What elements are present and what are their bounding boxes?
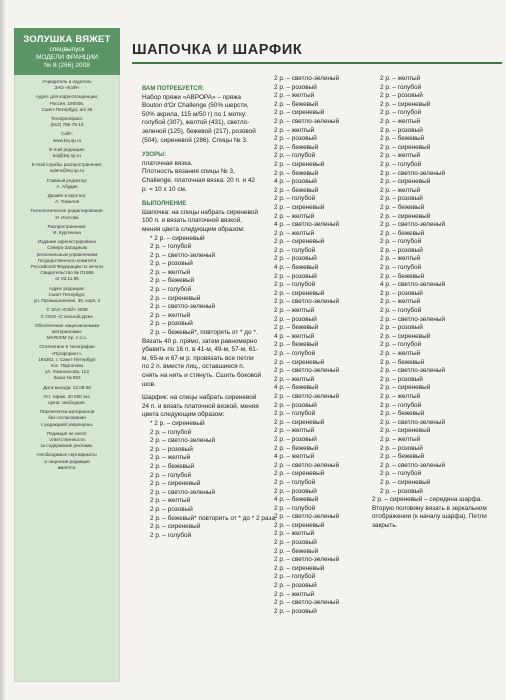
pattern-row: 2 р. – голубой bbox=[380, 238, 422, 246]
pattern-row: 2 р. – светло-зеленый bbox=[274, 513, 340, 521]
pattern-row: 2 р. – сиреневый bbox=[150, 523, 201, 531]
imprint-block: Технологическое редактирование: И. Изотова bbox=[30, 208, 104, 220]
pattern-row: 2 р. – розовый bbox=[380, 246, 423, 254]
pattern-row: 4 р. – светло-зеленый bbox=[274, 221, 340, 229]
pattern-row: 2 р. – голубой bbox=[150, 471, 192, 479]
imprint-block: Издание зарегистрировано Северо-Западным региональным управлением Государственного комитета Российской Федерации по печати Свидетельство № П1695 от 03.11.95 bbox=[31, 239, 103, 282]
pattern-row: 2 р. – сиреневый bbox=[380, 212, 431, 220]
pattern-row: 2 р. – розовый bbox=[274, 315, 317, 323]
pattern-row: * 2 р. – сиреневый bbox=[150, 419, 205, 427]
pattern-row: 2 р. – голубой bbox=[380, 401, 422, 409]
pattern-row: 2 р. – желтый bbox=[274, 427, 315, 435]
pattern-row: 2 р. – желтый bbox=[274, 212, 315, 220]
magazine-title: ЗОЛУШКА ВЯЖЕТ bbox=[23, 34, 111, 45]
imprint-block: Уст. тираж: 40 000 экз. Цена: свободная. bbox=[43, 393, 91, 405]
pattern-row: 2 р. – розовый bbox=[380, 126, 423, 134]
pattern-row: 2 р. – желтый bbox=[274, 229, 315, 237]
imprint-block: E-mail редакции: kej@kej.sp.ru bbox=[49, 146, 85, 159]
column-2 bbox=[266, 75, 378, 616]
pattern-row: 2 р. – розовый bbox=[274, 255, 317, 263]
pattern-row: 2 р. – голубой bbox=[274, 281, 316, 289]
pattern-row: 2 р. – сиреневый bbox=[380, 143, 431, 151]
pattern-row: 2 р. – желтый bbox=[150, 497, 191, 505]
scarf-ending: 2 р. – сиреневый – середина шарфа. Вторую половину вязать в зеркальном отображении (к началу шарфа). Петли закрыть. bbox=[372, 496, 487, 529]
pattern-row: 2 р. – голубой bbox=[380, 341, 422, 349]
pattern-row: 2 р. – голубой bbox=[274, 410, 316, 418]
pattern-row: * 2 р. – сиреневый bbox=[150, 234, 205, 242]
pattern-row: 2 р. – светло-зеленый bbox=[274, 392, 340, 400]
pattern-row: 2 р. – сиреневый bbox=[150, 480, 201, 488]
pattern-row: 2 р. – бежевый bbox=[380, 358, 425, 366]
pattern-row: 2 р. – бежевый bbox=[274, 444, 319, 452]
pattern-row: 2 р. – светло-зеленый bbox=[274, 117, 340, 125]
pattern-row: 4 р. – светло-зеленый bbox=[380, 281, 446, 289]
hat-row-list bbox=[142, 235, 262, 338]
pattern-row: 2 р. – желтый bbox=[380, 350, 421, 357]
hat-intro: Шапочка: на спицы набрать сиреневой 100 п. и вязать платочной вязкой, меняя цвета следующим образом: bbox=[142, 208, 258, 233]
pattern-row: 2 р. – желтый bbox=[150, 268, 191, 276]
pattern-row: 2 р. – розовый bbox=[274, 582, 317, 590]
pattern-row: 2 р. – голубой bbox=[150, 531, 192, 539]
pattern-row: 2 р. – желтый bbox=[380, 152, 421, 160]
pattern-row: 2 р. – желтый bbox=[274, 375, 315, 383]
imprint-block: Дизайн и верстка: А. Томилов bbox=[47, 193, 87, 205]
pattern-row: 2 р. – сиреневый bbox=[274, 160, 325, 168]
pattern-row: 2 р. – желтый bbox=[380, 186, 421, 194]
pattern-row: 2 р. – сиреневый bbox=[380, 478, 431, 486]
pattern-row: 2 р. – светло-зеленый bbox=[150, 303, 216, 311]
pattern-row: 2 р. – розовый bbox=[380, 487, 423, 495]
pattern-row: 2 р. – желтый bbox=[380, 435, 421, 443]
pattern-row: 2 р. – бежевый bbox=[380, 410, 425, 418]
pattern-row: 2 р. – желтый bbox=[150, 454, 191, 462]
pattern-row: 2 р. – светло-зеленый bbox=[274, 367, 340, 375]
pattern-row: 4 р. – бежевый bbox=[274, 264, 319, 272]
pattern-row: 2 р. – бежевый bbox=[150, 277, 195, 285]
pattern-row: 2 р. – розовый bbox=[274, 272, 317, 280]
pattern-row: 2 р. – сиреневый bbox=[274, 358, 325, 366]
pattern-row: 2 р. – розовый bbox=[150, 445, 193, 453]
pattern-row: 2 р. – бежевый bbox=[274, 341, 319, 349]
pattern-row: 2 р. – бежевый* повторить от * до * 2 раза, bbox=[150, 514, 277, 522]
scarf-row-list bbox=[142, 419, 277, 540]
pattern-row: 2 р. – голубой bbox=[274, 504, 316, 512]
hat-finish: Вязать 40 р. прямо, затем равномерно убавить по 16 п. в 41-м, 49-м, 57-м, 61-м, 65-м и 67-м р. провязать все петли по 2 п. вместе лиц., оставшиеся п. снять на нить и стянуть. Сшить боковой шов. bbox=[142, 337, 262, 388]
pattern-row: 2 р. – розовый bbox=[274, 401, 317, 409]
scarf-intro: Шарфик: на спицы набрать сиреневой 24 п. и вязать платочной вязкой, меняя цвета следующим образом: bbox=[142, 394, 259, 419]
pattern-row: 2 р. – розовый bbox=[274, 83, 317, 91]
pattern-row: 2 р. – розовый bbox=[380, 92, 423, 100]
pattern-row: 2 р. – сиреневый bbox=[274, 418, 325, 426]
pattern-row: 2 р. – розовый bbox=[274, 607, 317, 615]
pattern-row: 2 р. – голубой bbox=[274, 478, 316, 486]
pattern-row: 2 р. – розовый bbox=[150, 320, 193, 328]
imprint-block: Отпечатано в типографии «Профпринт». 194362, г. Санкт-Петербург пос. Парголово ул. Ломоносова, 113 Заказ № 863 bbox=[38, 344, 96, 381]
pattern-row: 2 р. – сиреневый bbox=[274, 109, 325, 117]
pattern-row: 2 р. – желтый bbox=[380, 255, 421, 263]
pattern-row: 2 р. – сиреневый bbox=[380, 427, 431, 435]
column-1 bbox=[142, 75, 277, 540]
pattern-row: 2 р. – желтый bbox=[380, 392, 421, 400]
title-rule bbox=[132, 62, 502, 64]
pattern-row: 2 р. – бежевый bbox=[150, 462, 195, 470]
pattern-row: 2 р. – желтый bbox=[274, 590, 315, 598]
pattern-row: 2 р. – желтый bbox=[274, 307, 315, 315]
imprint-block: Адрес для корреспонденции: Россия, 190005, Санкт-Петербург, а/я 36 bbox=[35, 94, 99, 112]
pattern-row: 2 р. – голубой bbox=[380, 470, 422, 478]
imprint-block: Дата выхода: 22.08.08 bbox=[43, 384, 91, 390]
pattern-row: 2 р. – голубой bbox=[380, 160, 422, 168]
pattern-row: 2 р. – желтый bbox=[380, 117, 421, 125]
pattern-row: 2 р. – светло-зеленый bbox=[274, 599, 340, 607]
pattern-row: 2 р. – бежевый bbox=[380, 135, 425, 143]
pattern-row: 2 р. – розовый bbox=[380, 375, 423, 383]
pattern-row: 2 р. – светло-зеленый bbox=[380, 169, 446, 177]
pattern-row: 2 р. – светло-зеленый bbox=[274, 556, 340, 564]
pattern-row: 2 р. – сиреневый bbox=[274, 470, 325, 478]
pattern-row: 4 р. – желтый bbox=[274, 332, 315, 340]
pattern-row: 2 р. – желтый bbox=[380, 75, 421, 82]
materials-text: Набор пряжи «АВРОРА» – пряжа Bouton d'Or Challenge (50% шерсти, 50% акрила, 115 м/50 г) по 1 мотку: голубой (307), желтой (431), светло-зеленой (125), бежевой (217), розовой (504), сиреневой (286). Спицы № 3. bbox=[142, 93, 256, 144]
pattern-row: 2 р. – бежевый*, повторять от * до *. bbox=[150, 329, 258, 337]
imprint-block: Телефон/факс: (812) 786-75-13 bbox=[50, 116, 84, 128]
pattern-row: 2 р. – сиреневый bbox=[274, 564, 325, 572]
pattern-row: 2 р. – желтый bbox=[274, 530, 315, 538]
issue-subtitle: спецвыпуск МОДЕЛИ ФРАНЦИИ № 8 (266) 2008 bbox=[36, 46, 98, 69]
imprint-block: E-mail службы распространения: salers@kej.sp.ru bbox=[31, 162, 103, 174]
imprint-sidebar bbox=[14, 28, 120, 682]
pattern-row: 2 р. – розовый bbox=[274, 435, 317, 443]
pattern-row: 2 р. – голубой bbox=[380, 307, 422, 315]
pattern-row: 2 р. – голубой bbox=[274, 350, 316, 357]
pattern-row: 2 р. – голубой bbox=[274, 195, 316, 203]
pattern-row: 2 р. – сиреневый bbox=[380, 100, 431, 108]
pattern-row: 2 р. – бежевый bbox=[380, 272, 425, 280]
pattern-row: 2 р. – светло-зеленый bbox=[380, 461, 446, 469]
pattern-row: 2 р. – бежевый bbox=[274, 186, 319, 194]
pattern-row: 2 р. – светло-зеленый bbox=[380, 418, 446, 426]
pattern-row: 2 р. – светло-зеленый bbox=[274, 298, 340, 306]
sidebar-header bbox=[14, 28, 120, 75]
pattern-row: 2 р. – бежевый bbox=[380, 229, 425, 237]
column-3-row-list bbox=[372, 75, 487, 496]
imprint-block: Редакция не несет ответственности за содержание рекламы. bbox=[40, 430, 94, 449]
pattern-row: 2 р. – голубой bbox=[274, 152, 316, 160]
imprint-block: Сайт: www.kej.sp.ru bbox=[52, 131, 82, 143]
pattern-row: 2 р. – желтый bbox=[274, 92, 315, 100]
pattern-row: 2 р. – сиреневый bbox=[274, 521, 325, 529]
materials-heading: ВАМ ПОТРЕБУЕТСЯ: bbox=[142, 86, 204, 92]
patterns-heading: УЗОРЫ: bbox=[142, 152, 166, 159]
pattern-row: 4 р. – розовый bbox=[274, 178, 317, 186]
pattern-row: 2 р. – светло-зеленый bbox=[150, 251, 216, 259]
pattern-row: 2 р. – светло-зеленый bbox=[380, 315, 446, 323]
pattern-row: 4 р. – бежевый bbox=[274, 496, 319, 504]
pattern-row: 2 р. – розовый bbox=[380, 195, 423, 203]
pattern-row: 2 р. – голубой bbox=[150, 243, 192, 251]
page-binding bbox=[0, 0, 6, 700]
pattern-row: 2 р. – голубой bbox=[380, 264, 422, 272]
pattern-row: 2 р. – желтый bbox=[274, 126, 315, 134]
pattern-row: 2 р. – бежевый bbox=[380, 453, 425, 461]
pattern-row: 4 р. – бежевый bbox=[274, 384, 319, 392]
imprint-block: Главный редактор: А. Абудин bbox=[46, 177, 88, 189]
pattern-row: 2 р. – сиреневый bbox=[380, 384, 431, 392]
patterns-text: платочная вязка. Плотность вязания спицы № 3, Challenge, платочная вязка: 20 п. и 42 р. = 10 х 10 см. bbox=[142, 159, 255, 193]
pattern-row: 2 р. – сиреневый bbox=[380, 332, 431, 340]
pattern-row: 2 р. – желтый bbox=[150, 311, 191, 319]
pattern-row: 2 р. – розовый bbox=[274, 487, 317, 495]
pattern-row: 4 р. – желтый bbox=[274, 453, 315, 461]
imprint-block: Необходимые сертификаты и лицензии редакция имеется. bbox=[37, 452, 97, 470]
pattern-row: 2 р. – голубой bbox=[274, 573, 316, 581]
pattern-row: 2 р. – бежевый bbox=[274, 169, 319, 177]
pattern-row: 2 р. – голубой bbox=[150, 286, 192, 294]
pattern-row: 2 р. – розовый bbox=[380, 444, 423, 452]
imprint-block: Перепечатка материалов без согласования с редакцией запрещена. bbox=[39, 409, 95, 427]
pattern-row: 2 р. – розовый bbox=[274, 135, 317, 143]
pattern-row: 2 р. – желтый bbox=[380, 298, 421, 306]
imprint-block: Распространение: И. Курочкина bbox=[47, 223, 87, 236]
pattern-row: 2 р. – бежевый bbox=[380, 203, 425, 211]
imprint-block: Обеспечение лицензионными материалами: MARIXIM Sp. z o.o. bbox=[34, 322, 100, 341]
pattern-row: 2 р. – светло-зеленый bbox=[380, 367, 446, 375]
pattern-row: 2 р. – голубой bbox=[150, 428, 192, 436]
pattern-row: 2 р. – бежевый bbox=[274, 324, 319, 332]
pattern-row: 2 р. – светло-зеленый bbox=[150, 437, 216, 445]
pattern-row: 2 р. – сиреневый bbox=[274, 238, 325, 246]
pattern-row: 2 р. – розовый bbox=[274, 539, 317, 547]
imprint-block: © ЗАО «КЭЙ» 2008 © ООО «Стальной Дом» bbox=[40, 307, 94, 319]
pattern-row: 2 р. – светло-зеленый bbox=[274, 75, 340, 82]
pattern-row: 2 р. – сиреневый bbox=[274, 203, 325, 211]
pattern-row: 2 р. – бежевый bbox=[274, 547, 319, 555]
pattern-row: 2 р. – светло-зеленый bbox=[150, 488, 216, 496]
pattern-row: 2 р. – голубой bbox=[380, 83, 422, 91]
imprint-block: Адрес редакции: Санкт-Петербург, ул. Промышленная, 38, корп. 2 bbox=[33, 285, 101, 304]
pattern-row: 2 р. – розовый bbox=[150, 505, 193, 513]
pattern-row: 2 р. – голубой bbox=[274, 246, 316, 254]
column-3 bbox=[372, 75, 487, 530]
pattern-row: 2 р. – голубой bbox=[380, 109, 422, 117]
imprint-text bbox=[14, 75, 120, 471]
work-heading: ВЫПОЛНЕНИЕ bbox=[142, 201, 187, 208]
pattern-row: 2 р. – сиреневый bbox=[150, 294, 201, 302]
imprint-block: Учредитель и издатель ЗАО «КЭЙ» bbox=[42, 79, 92, 91]
pattern-row: 2 р. – розовый bbox=[380, 324, 423, 332]
pattern-row: 2 р. – сиреневый bbox=[274, 289, 325, 297]
pattern-row: 2 р. – бежевый bbox=[274, 100, 319, 108]
article-title: ШАПОЧКА И ШАРФИК bbox=[132, 42, 303, 58]
pattern-row: 2 р. – розовый bbox=[380, 289, 423, 297]
pattern-row: 2 р. – сиреневый bbox=[380, 178, 431, 186]
pattern-row: 2 р. – светло-зеленый bbox=[274, 461, 340, 469]
pattern-row: 2 р. – бежевый bbox=[274, 143, 319, 151]
pattern-row: 2 р. – розовый bbox=[150, 260, 193, 268]
pattern-row: 2 р. – светло-зеленый bbox=[380, 221, 446, 229]
